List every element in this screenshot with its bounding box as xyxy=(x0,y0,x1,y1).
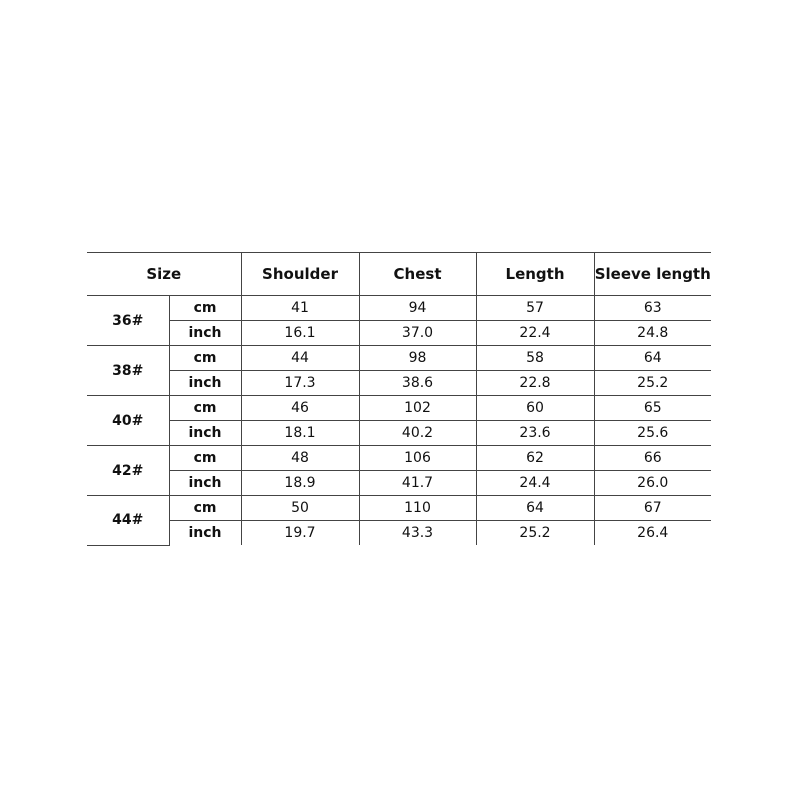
size-chart-table xyxy=(87,252,711,546)
size-label: 40# xyxy=(87,396,169,446)
chest-value: 43.3 xyxy=(359,521,476,546)
size-label: 38# xyxy=(87,346,169,396)
chest-value: 38.6 xyxy=(359,371,476,396)
length-value: 23.6 xyxy=(476,421,594,446)
unit-label: inch xyxy=(169,371,241,396)
sleeve-value: 66 xyxy=(594,446,711,471)
size-label: 36# xyxy=(87,296,169,346)
sleeve-value: 25.6 xyxy=(594,421,711,446)
unit-label: inch xyxy=(169,521,241,546)
unit-label: inch xyxy=(169,421,241,446)
table-row xyxy=(87,371,711,396)
length-value: 62 xyxy=(476,446,594,471)
chest-value: 106 xyxy=(359,446,476,471)
sleeve-value: 26.4 xyxy=(594,521,711,546)
size-label: 44# xyxy=(87,496,169,546)
length-value: 58 xyxy=(476,346,594,371)
chest-value: 102 xyxy=(359,396,476,421)
header-row xyxy=(87,253,711,296)
table-row xyxy=(87,521,711,546)
sleeve-value: 63 xyxy=(594,296,711,321)
shoulder-value: 46 xyxy=(241,396,359,421)
table-row xyxy=(87,471,711,496)
shoulder-value: 44 xyxy=(241,346,359,371)
length-value: 24.4 xyxy=(476,471,594,496)
unit-label: cm xyxy=(169,296,241,321)
chest-value: 98 xyxy=(359,346,476,371)
sleeve-value: 64 xyxy=(594,346,711,371)
header-length: Length xyxy=(476,253,594,296)
chest-value: 94 xyxy=(359,296,476,321)
shoulder-value: 18.9 xyxy=(241,471,359,496)
table-row xyxy=(87,296,711,321)
header-chest: Chest xyxy=(359,253,476,296)
header-sleeve-length: Sleeve length xyxy=(594,253,711,296)
chest-value: 110 xyxy=(359,496,476,521)
size-label: 42# xyxy=(87,446,169,496)
unit-label: inch xyxy=(169,471,241,496)
sleeve-value: 24.8 xyxy=(594,321,711,346)
table-row xyxy=(87,421,711,446)
length-value: 60 xyxy=(476,396,594,421)
header-shoulder: Shoulder xyxy=(241,253,359,296)
length-value: 64 xyxy=(476,496,594,521)
sleeve-value: 67 xyxy=(594,496,711,521)
unit-label: cm xyxy=(169,396,241,421)
sleeve-value: 25.2 xyxy=(594,371,711,396)
length-value: 22.8 xyxy=(476,371,594,396)
table-row xyxy=(87,496,711,521)
length-value: 57 xyxy=(476,296,594,321)
chest-value: 41.7 xyxy=(359,471,476,496)
sleeve-value: 65 xyxy=(594,396,711,421)
table-row xyxy=(87,446,711,471)
header-size: Size xyxy=(87,253,241,296)
length-value: 22.4 xyxy=(476,321,594,346)
table-row xyxy=(87,321,711,346)
table-row xyxy=(87,396,711,421)
unit-label: cm xyxy=(169,496,241,521)
unit-label: inch xyxy=(169,321,241,346)
shoulder-value: 19.7 xyxy=(241,521,359,546)
chest-value: 40.2 xyxy=(359,421,476,446)
unit-label: cm xyxy=(169,446,241,471)
length-value: 25.2 xyxy=(476,521,594,546)
unit-label: cm xyxy=(169,346,241,371)
table-row xyxy=(87,346,711,371)
shoulder-value: 18.1 xyxy=(241,421,359,446)
shoulder-value: 50 xyxy=(241,496,359,521)
shoulder-value: 16.1 xyxy=(241,321,359,346)
shoulder-value: 48 xyxy=(241,446,359,471)
chest-value: 37.0 xyxy=(359,321,476,346)
shoulder-value: 41 xyxy=(241,296,359,321)
sleeve-value: 26.0 xyxy=(594,471,711,496)
shoulder-value: 17.3 xyxy=(241,371,359,396)
